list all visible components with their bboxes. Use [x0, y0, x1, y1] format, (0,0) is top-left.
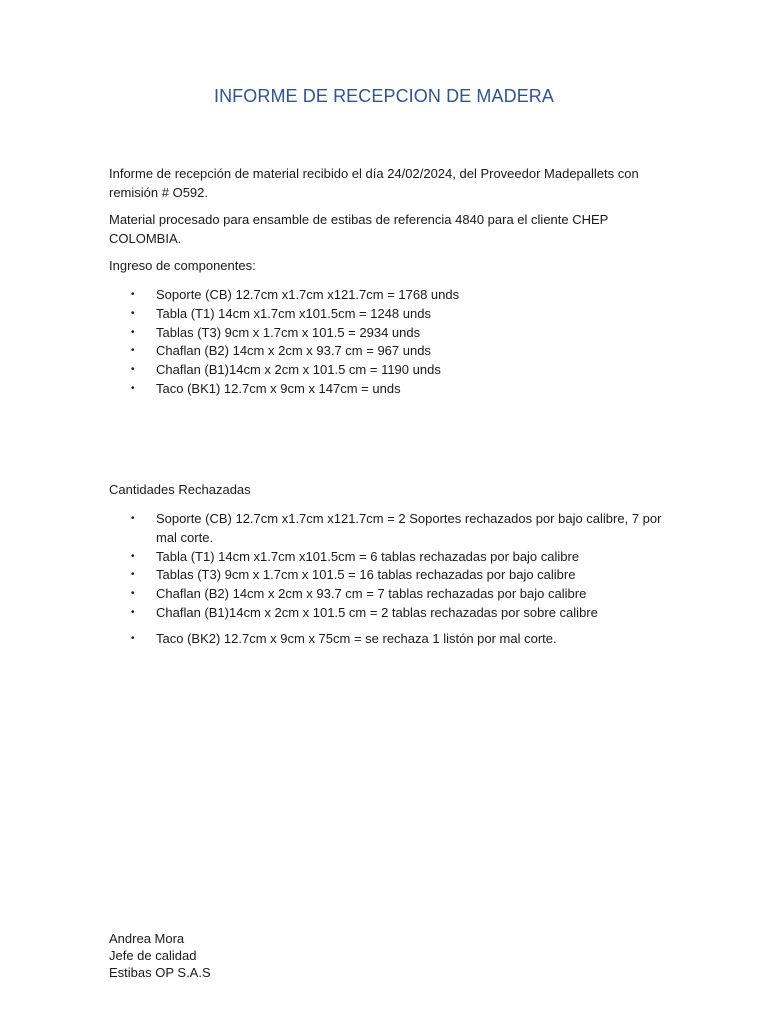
list-item [109, 305, 669, 324]
bullet-icon: • [131, 345, 135, 357]
signature-block [109, 930, 211, 981]
bullet-icon: • [131, 632, 135, 644]
signature-role: Jefe de calidad [109, 948, 197, 963]
list-item [109, 286, 669, 305]
list-item [109, 585, 669, 604]
list-item [109, 604, 669, 623]
document-title: INFORME DE RECEPCION DE MADERA [213, 86, 555, 106]
intro-paragraph-receipt: Informe de recepción de material recibido el día 24/02/2024, del Proveedor Madepallets con remisión # O592. [109, 166, 639, 200]
list-item-text: Tabla (T1) 14cm x1.7cm x101.5cm = 1248 unds [156, 305, 431, 321]
bullet-icon: • [131, 550, 135, 562]
list-item-text: Chaflan (B1)14cm x 2cm x 101.5 cm = 2 tablas rechazadas por sobre calibre [156, 604, 598, 620]
bullet-icon: • [131, 382, 135, 394]
bullet-icon: • [131, 307, 135, 319]
rejected-heading: Cantidades Rechazadas [109, 482, 251, 497]
list-item [109, 630, 669, 649]
components-heading: Ingreso de componentes: [109, 258, 256, 273]
list-item-text: Soporte (CB) 12.7cm x1.7cm x121.7cm = 1768 unds [156, 287, 460, 302]
list-item [109, 566, 669, 585]
bullet-icon: • [131, 513, 135, 524]
bullet-icon: • [131, 289, 135, 300]
list-item-text: Taco (BK1) 12.7cm x 9cm x 147cm = unds [156, 380, 401, 396]
bullet-icon: • [131, 364, 135, 376]
bullet-icon: • [131, 326, 135, 338]
list-item [109, 361, 669, 380]
list-item [109, 324, 669, 343]
list-item-text: Tablas (T3) 9cm x 1.7cm x 101.5 = 16 tablas rechazadas por bajo calibre [156, 567, 576, 583]
components-list [109, 286, 669, 399]
list-item [109, 342, 669, 361]
list-item-text: Chaflan (B1)14cm x 2cm x 101.5 cm = 1190 unds [156, 362, 441, 378]
bullet-icon: • [131, 588, 135, 600]
list-item-text: Tablas (T3) 9cm x 1.7cm x 101.5 = 2934 unds [156, 324, 421, 340]
signature-name: Andrea Mora [109, 931, 185, 946]
list-item [109, 380, 669, 399]
rejected-list [109, 510, 669, 649]
signature-company: Estibas OP S.A.S [109, 965, 211, 980]
list-item [109, 510, 669, 548]
list-item-text: Chaflan (B2) 14cm x 2cm x 93.7 cm = 7 tablas rechazadas por bajo calibre [156, 586, 587, 602]
bullet-icon: • [131, 569, 135, 581]
list-item-text: Chaflan (B2) 14cm x 2cm x 93.7 cm = 967 unds [156, 343, 431, 359]
list-item [109, 548, 669, 567]
intro-paragraph-processing: Material procesado para ensamble de estibas de referencia 4840 para el cliente CHEP COLOMBIA. [109, 212, 609, 246]
bullet-icon: • [131, 606, 135, 618]
list-item-text: Tabla (T1) 14cm x1.7cm x101.5cm = 6 tablas rechazadas por bajo calibre [156, 548, 580, 564]
list-item-text: Taco (BK2) 12.7cm x 9cm x 75cm = se rechaza 1 listón por mal corte. [156, 630, 557, 646]
list-item-text: Soporte (CB) 12.7cm x1.7cm x121.7cm = 2 Soportes rechazados por bajo calibre, 7 por mal corte. [156, 511, 662, 545]
